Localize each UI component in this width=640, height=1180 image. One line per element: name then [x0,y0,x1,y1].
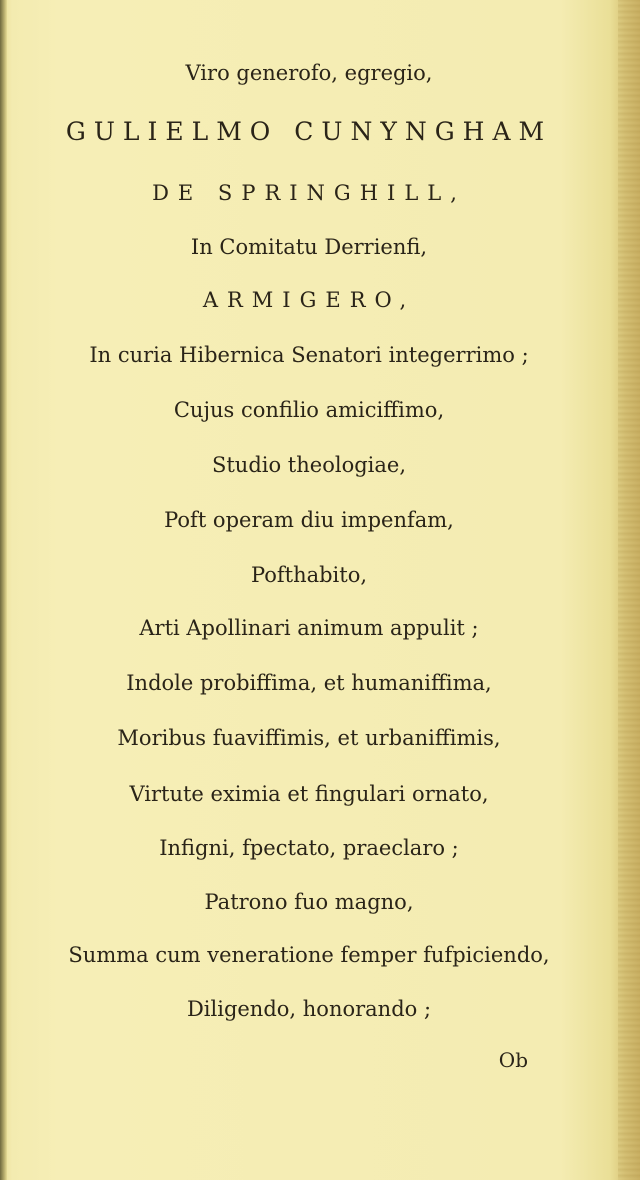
dedication-line-17: Summa cum veneratione femper fufpiciendo, [68,943,550,967]
dedication-line-4: In Comitatu Derrienfi, [190,235,428,259]
catchword: Ob [498,1048,528,1072]
dedicatee-title: ARMIGERO, [202,288,416,312]
dedication-line-14: Virtute eximia et fingulari ornato, [129,782,489,806]
dedication-line-9: Poft operam diu impenfam, [164,508,454,532]
dedication-line-7: Cujus confilio amiciffimo, [173,398,445,422]
page-edge [618,0,640,1180]
dedication-line-11: Arti Apollinari animum appulit ; [139,616,479,640]
dedication-line-13: Moribus fuaviffimis, et urbaniffimis, [117,726,501,750]
dedicatee-name: GULIELMO CUNYNGHAM [65,117,553,146]
dedication-line-15: Infigni, fpectato, praeclaro ; [159,836,459,860]
dedication-line-12: Indole probiffima, et humaniffima, [126,671,492,695]
dedication-line-18: Diligendo, honorando ; [186,997,432,1021]
dedication-line-6: In curia Hibernica Senatori integerrimo ; [89,343,529,367]
dedication-line-10: Pofthabito, [250,563,368,587]
dedication-line-1: Viro generofo, egregio, [185,61,433,85]
dedication-line-16: Patrono fuo magno, [204,890,414,914]
dedication-line-8: Studio theologiae, [211,453,406,477]
dedicatee-estate: DE SPRINGHILL, [152,181,466,205]
